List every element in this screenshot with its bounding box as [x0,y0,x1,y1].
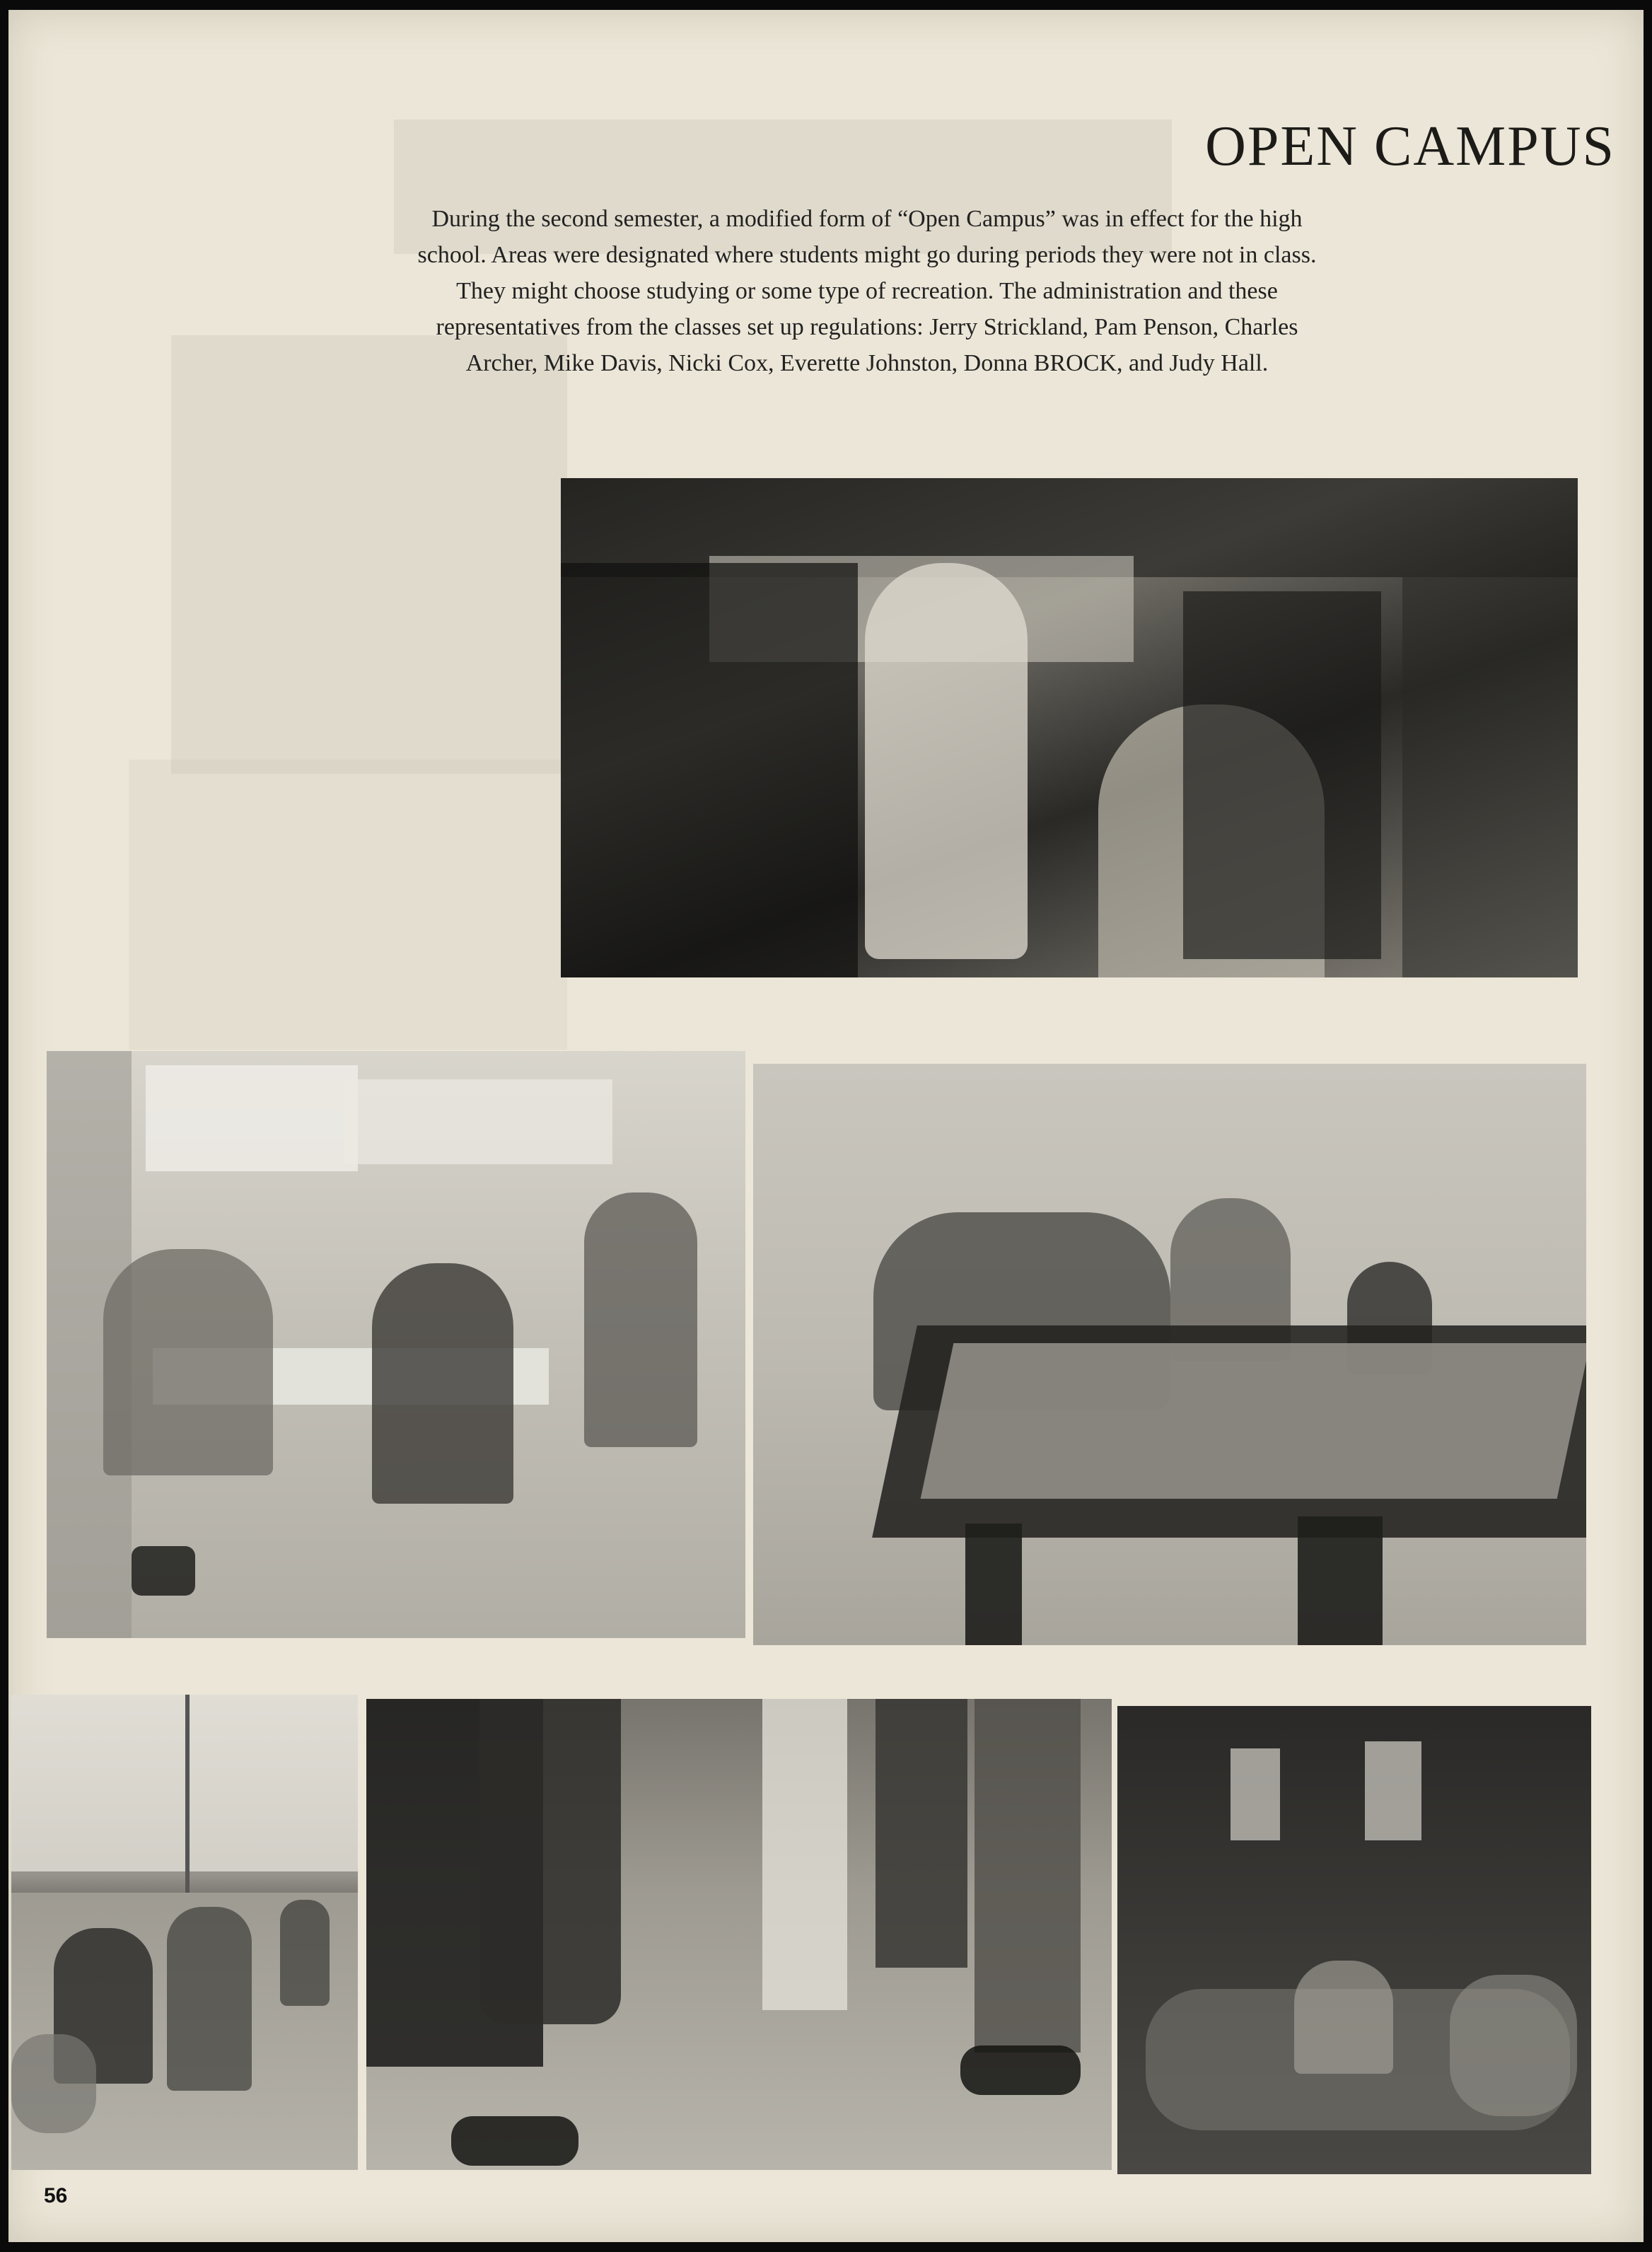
photo-students-library [561,478,1578,977]
photo-outdoor-field [11,1695,358,2170]
photo-study-hall [47,1051,745,1638]
yearbook-page [8,10,1644,2242]
show-through-block [171,335,567,774]
article-body: During the second semester, a modified form of “Open Campus” was in effect for the high school. Areas were designated where students might go during periods they were not in class. They might choose studying or some type of recreation. The administration and these representatives from the classes set up regulations: Jerry Strickland, Pam Penson, Charles Archer, Mike Davis, Nicki Cox, Everette Johnston, Donna BROCK, and Judy Hall. [417,206,1317,376]
page-title: OPEN CAMPUS [1205,115,1615,178]
page-number: 56 [44,2184,68,2207]
photo-boots-outdoors [366,1699,1112,2170]
photo-dim-room [1117,1706,1591,2174]
photo-pool-table [753,1064,1586,1645]
show-through-block [129,760,567,1050]
